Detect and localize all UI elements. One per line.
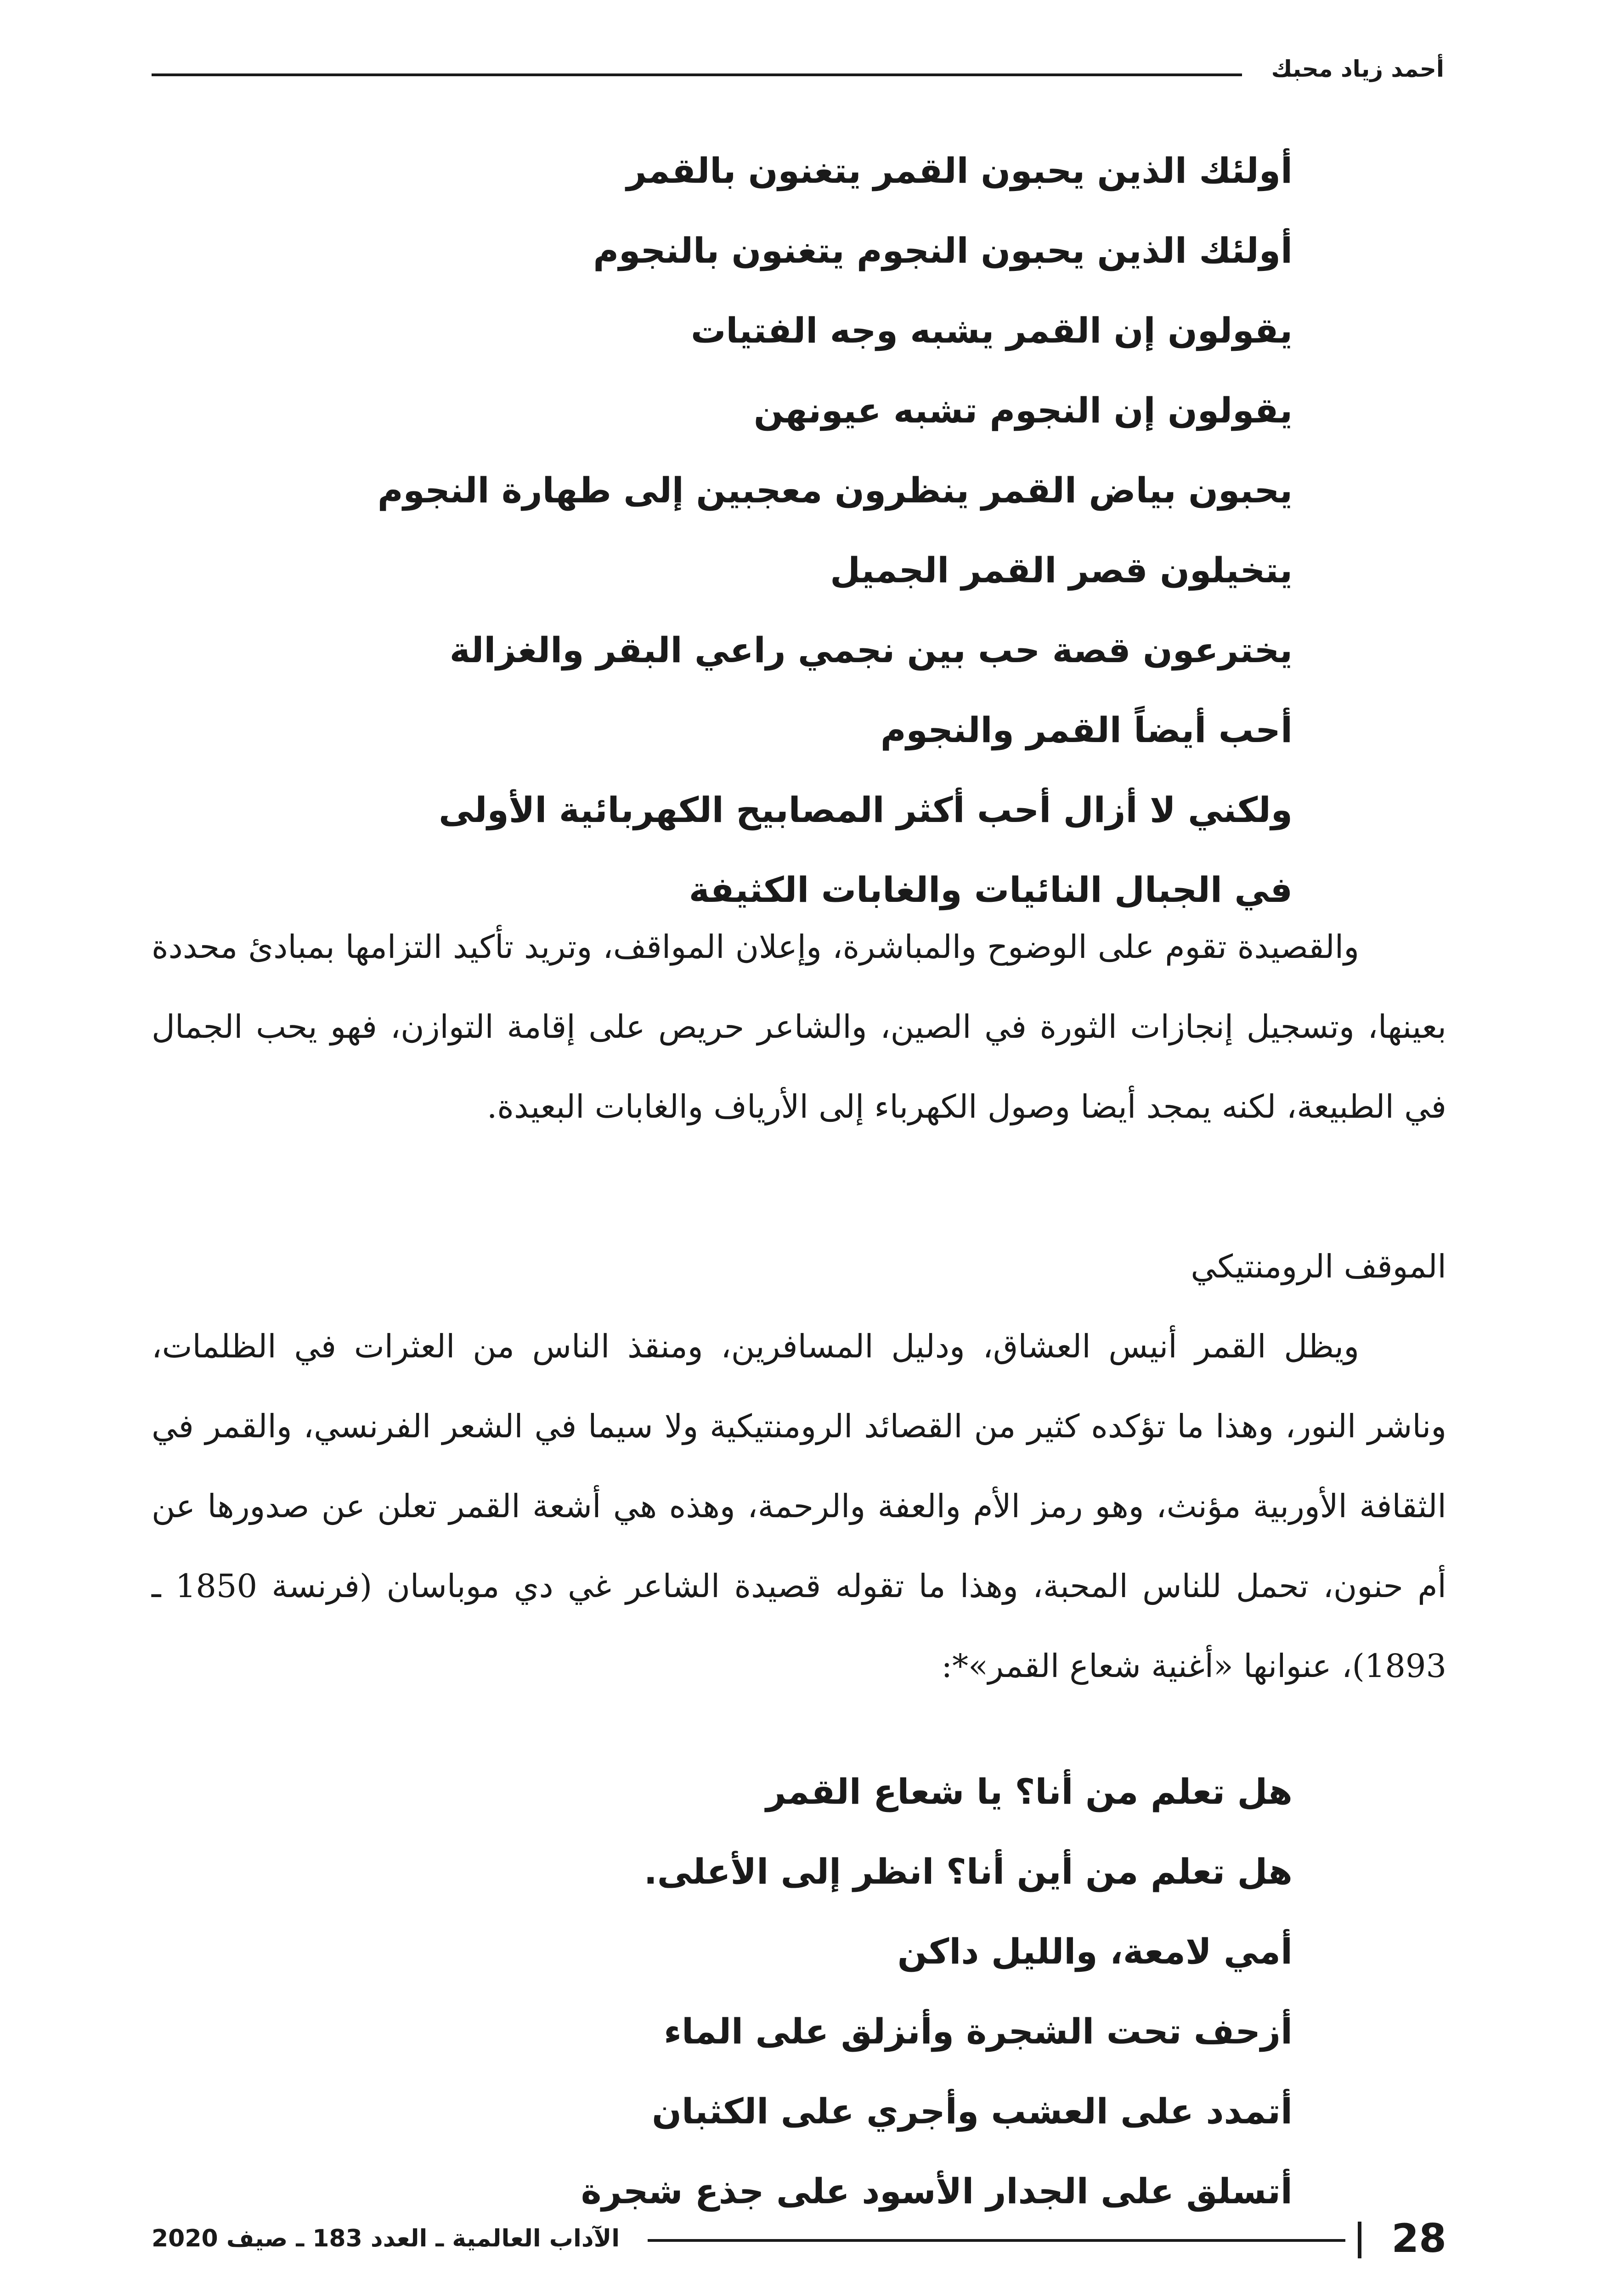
header-rule (152, 73, 1242, 76)
poem-block-1 (378, 131, 1293, 930)
publication-info: الآداب العالمية ـ العدد 183 ـ صيف 2020 (152, 2225, 620, 2252)
page-footer (152, 2213, 1446, 2264)
footer-divider (1358, 2222, 1361, 2258)
poem-line: أتسلق على الجدار الأسود على جذع شجرة (581, 2171, 1293, 2212)
body-paragraph-2 (152, 1306, 1446, 1706)
poem-line: أولئك الذين يحبون القمر يتغنون بالقمر (626, 150, 1293, 191)
poem-block-2 (581, 1752, 1293, 2231)
page-number: 28 (1391, 2216, 1446, 2262)
poem-line: هل تعلم من أنا؟ يا شعاع القمر (766, 1771, 1293, 1812)
poem-line: أزحف تحت الشجرة وأنزلق على الماء (664, 2011, 1293, 2052)
footer-rule (648, 2239, 1345, 2242)
page-header (152, 51, 1444, 87)
section-heading: الموقف الرومنتيكي (1191, 1248, 1446, 1285)
paragraph-text: والقصيدة تقوم على الوضوح والمباشرة، وإعلان المواقف، وتريد تأكيد التزامها بمبادئ محددة بعينها، وتسجيل إنجازات الثورة في الصين، والشاعر حريص على إقامة التوازن، فهو يحب الجمال في الطبيعة، لكنه يمجد أيضا وصول الكهرباء إلى الأرياف والغابات البعيدة. (152, 928, 1446, 1125)
author-name: أحمد زياد محبك (1271, 56, 1444, 82)
poem-line: أولئك الذين يحبون النجوم يتغنون بالنجوم (593, 230, 1293, 271)
poem-line: يخترعون قصة حب بين نجمي راعي البقر والغزالة (449, 630, 1293, 670)
paragraph-text: ويظل القمر أنيس العشاق، ودليل المسافرين، ومنقذ الناس من العثرات في الظلمات، وناشر النور، وهذا ما تؤكده كثير من القصائد الرومنتيكية ولا سيما في الشعر الفرنسي، والقمر في الثقافة الأوربية مؤنث، وهو رمز الأم والعفة والرحمة، وهذه هي أشعة القمر تعلن عن صدورها عن أم حنون، تحمل للناس المحبة، وهذا ما تقوله قصيدة الشاعر غي دي موباسان (فرنسة 1850 ـ 1893)، عنوانها «أغنية شعاع القمر»*: (152, 1328, 1447, 1685)
poem-line: يقولون إن القمر يشبه وجه الفتيات (691, 310, 1293, 351)
poem-line: أتمدد على العشب وأجري على الكثبان (652, 2091, 1293, 2132)
poem-line: يتخيلون قصر القمر الجميل (830, 550, 1293, 591)
poem-line: أمي لامعة، والليل داكن (897, 1931, 1293, 1972)
body-paragraph-1 (152, 907, 1446, 1147)
poem-line: ولكني لا أزال أحب أكثر المصابيح الكهربائية الأولى (439, 789, 1293, 830)
poem-line: يقولون إن النجوم تشبه عيونهن (753, 390, 1293, 431)
poem-line: في الجبال النائيات والغابات الكثيفة (689, 869, 1293, 910)
poem-line: أحب أيضاً القمر والنجوم (880, 709, 1293, 750)
poem-line: هل تعلم من أين أنا؟ انظر إلى الأعلى. (644, 1851, 1293, 1892)
poem-line: يحبون بياض القمر ينظرون معجبين إلى طهارة النجوم (377, 470, 1293, 511)
